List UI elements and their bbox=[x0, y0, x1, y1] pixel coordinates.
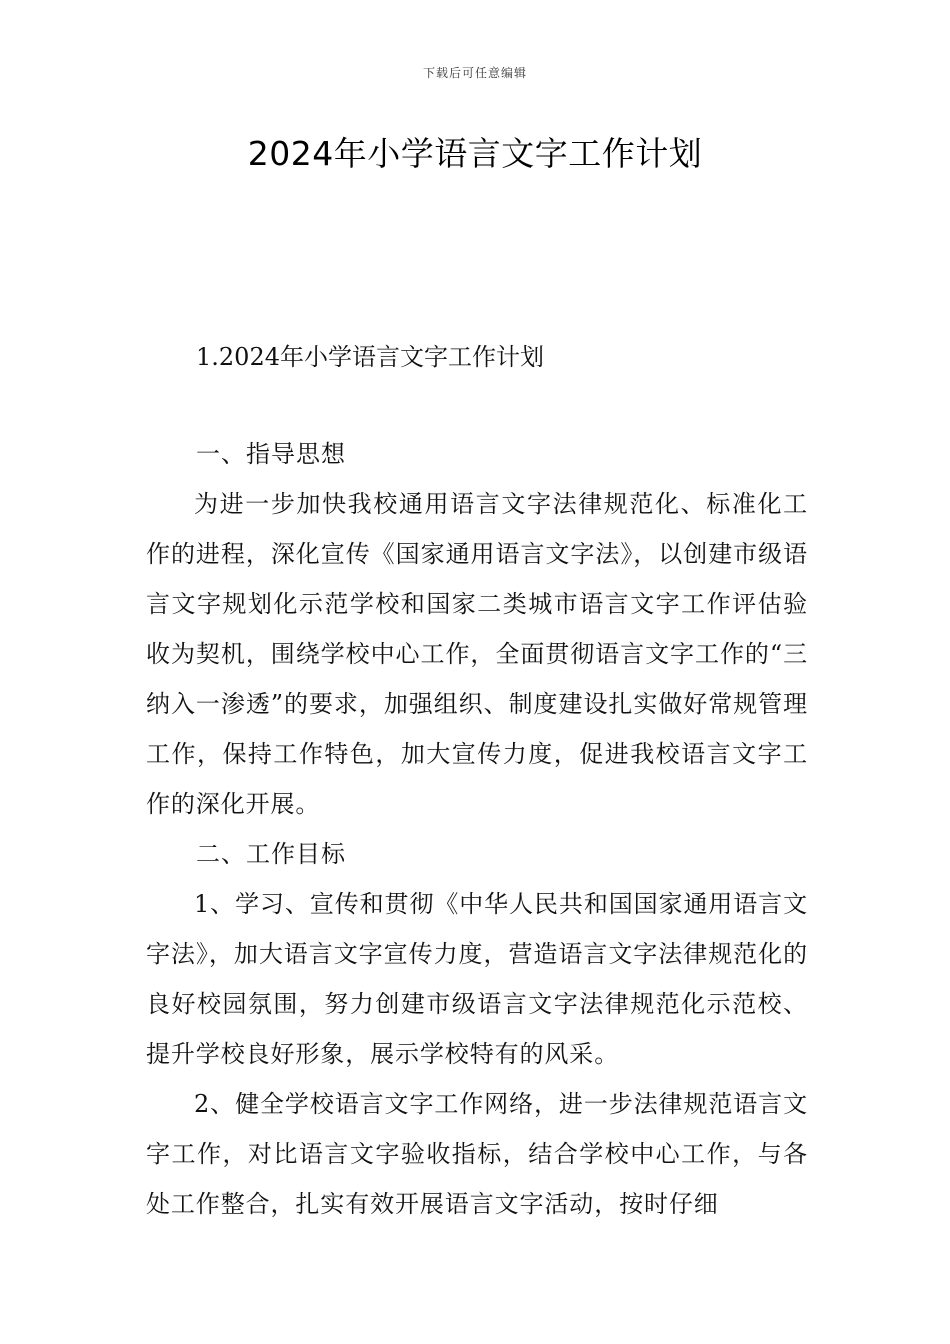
section-heading-work-goals: 二、工作目标 bbox=[196, 840, 346, 868]
paragraph-guiding-ideology: 为进一步加快我校通用语言文字法律规范化、标准化工作的进程，深化宣传《国家通用语言文字法》，以创建市级语言文字规划化示范学校和国家二类城市语言文字工作评估验收为契机，围绕学校中心工作，全面贯彻语言文字工作的“三纳入一渗透”的要求，加强组织、制度建设扎实做好常规管理工作，保持工作特色，加大宣传力度，促进我校语言文字工作的深化开展。 bbox=[146, 490, 808, 818]
header-note: 下载后可任意编辑 bbox=[422, 66, 527, 80]
section-heading-guiding-ideology: 一、指导思想 bbox=[196, 440, 346, 468]
paragraph-goal-2: 2、健全学校语言文字工作网络，进一步法律规范语言文字工作，对比语言文字验收指标，结合学校中心工作，与各处工作整合，扎实有效开展语言文字活动，按时仔细 bbox=[146, 1090, 808, 1218]
document-title: 2024年小学语言文字工作计划 bbox=[247, 134, 703, 173]
document-body bbox=[146, 332, 808, 1229]
document-subtitle: 1.2024年小学语言文字工作计划 bbox=[196, 343, 544, 371]
spacer bbox=[146, 382, 808, 429]
paragraph-goal-1: 1、学习、宣传和贯彻《中华人民共和国国家通用语言文字法》，加大语言文字宣传力度，营造语言文字法律规范化的良好校园氛围，努力创建市级语言文字法律规范化示范校、提升学校良好形象，展示学校特有的风采。 bbox=[146, 890, 808, 1068]
